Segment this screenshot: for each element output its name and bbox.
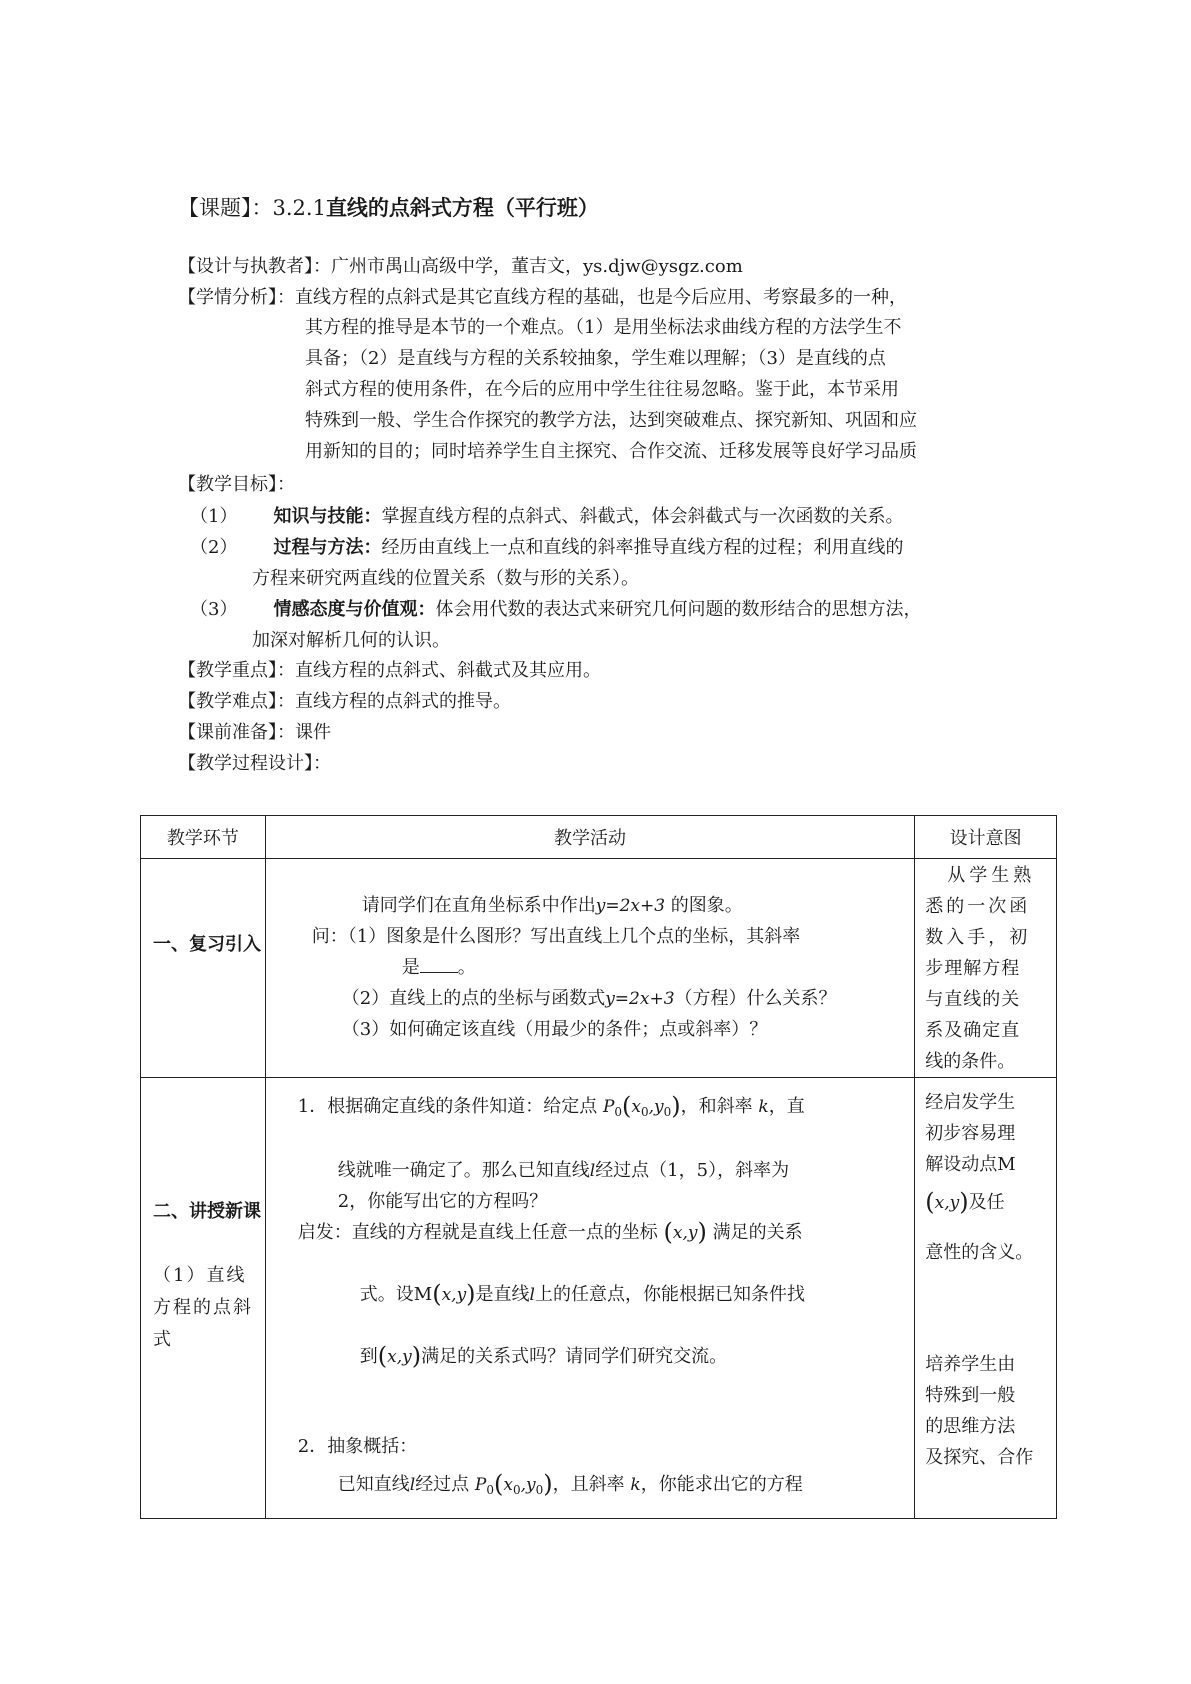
activity-line: （2）直线上的点的坐标与函数式y=2x+3（方程）什么关系？ — [341, 988, 837, 1009]
objective-2: （2） 过程与方法：经历由直线上一点和直线的斜率推导直线方程的过程；利用直线的 — [190, 537, 904, 558]
difficulty-line: 【教学难点】：直线方程的点斜式的推导。 — [178, 691, 511, 712]
objectives-label: 【教学目标】： — [178, 474, 295, 495]
analysis-first-line: 【学情分析】：直线方程的点斜式是其它直线方程的基础，也是今后应用、考察最多的一种， — [178, 287, 907, 308]
activity-line: 式。设M(x,y)是直线l上的任意点，你能根据已知条件找 — [359, 1280, 805, 1308]
activity-line: 已知直线l经过点 $P_0(x_0,y_0)$，且斜率 k，你能求出它的方程 — [337, 1470, 803, 1498]
key-points-line: 【教学重点】：直线方程的点斜式、斜截式及其应用。 — [178, 660, 601, 681]
stage-cell — [141, 859, 266, 1078]
intent-cell: 经启发学生 初步容易理 解设动点M (x,y)及任 意性的含义。 培养学生由 特殊到一般 的思维方法 及探究、合作 — [915, 1078, 1057, 1519]
activity-line: 问：（1）图象是什么图形？写出直线上几个点的坐标，其斜率 — [311, 926, 801, 947]
header-stage: 教学环节 — [141, 816, 266, 859]
process-label: 【教学过程设计】： — [178, 753, 331, 774]
activity-line: 请同学们在直角坐标系中作出y=2x+3 的图象。 — [361, 895, 743, 916]
teaching-process-table — [140, 815, 1057, 1519]
title-number: 3.2.1 — [272, 196, 326, 220]
stage-review: 一、复习引入 — [153, 934, 261, 955]
title-name: 直线的点斜式方程（平行班） — [325, 195, 599, 220]
preparation-line: 【课前准备】：课件 — [178, 722, 331, 743]
analysis-paragraph: 其方程的推导是本节的一个难点。（1）是用坐标法求曲线方程的方法学生不 具备；（2）是直线与方程的关系较抽象，学生难以理解；（3）是直线的点 斜式方程的使用条件，在今后的应用中学生往往易忽略。鉴于此，本节采用 特殊到一般、学生合作探究的教学方法，达到突破难点、探究新知、巩固和应 用新知的目的；同时培养学生自主探究、合作交流、迁移发展等良好学习品质 — [305, 317, 917, 462]
activity-line: 启发：直线的方程就是直线上任意一点的坐标 (x,y) 满足的关系 — [297, 1218, 803, 1246]
table-row — [141, 1078, 1057, 1519]
lesson-title: 【课题】：3.2.1直线的点斜式方程（平行班） — [178, 195, 599, 220]
activity-line: 2．抽象概括： — [297, 1436, 418, 1457]
table-header-row — [141, 816, 1057, 859]
activity-cell — [265, 859, 915, 1078]
activity-line: 线就唯一确定了。那么已知直线l经过点（1，5），斜率为 — [337, 1160, 790, 1181]
header-intent: 设计意图 — [915, 816, 1057, 859]
activity-line: 2，你能写出它的方程吗？ — [337, 1191, 548, 1212]
designer-line — [178, 252, 743, 282]
header-activity: 教学活动 — [265, 816, 915, 859]
activity-line: 到(x,y)满足的关系式吗？请同学们研究交流。 — [359, 1342, 728, 1370]
intent-cell: 从学生熟 悉的一次函 数入手，初 步理解方程 与直线的关 系及确定直 线的条件。 — [915, 859, 1057, 1078]
answer-blank[interactable] — [420, 958, 458, 973]
objective-1: （1） 知识与技能：掌握直线方程的点斜式、斜截式，体会斜截式与一次函数的关系。 — [190, 506, 904, 527]
objective-3-cont: 加深对解析几何的认识。 — [252, 630, 450, 651]
activity-line: 1．根据确定直线的条件知道：给定点 $P_0(x_0,y_0)$，和斜率 k，直 — [297, 1092, 805, 1120]
title-label: 【课题】 — [178, 196, 252, 220]
objective-2-cont: 方程来研究两直线的位置关系（数与形的关系）。 — [252, 568, 639, 589]
analysis-label: 【学情分析】 — [178, 287, 277, 308]
designer-label: 【设计与执教者】 — [178, 256, 313, 277]
table-row — [141, 859, 1057, 1078]
activity-line: （3）如何确定该直线（用最少的条件；点或斜率）？ — [341, 1019, 768, 1040]
stage-point-slope: （1）直线方程的点斜式 — [153, 1265, 253, 1350]
stage-new-lesson: 二、讲授新课 — [153, 1201, 261, 1222]
designer-value: ：广州市禺山高级中学，董吉文，ys.djw@ysgz.com — [313, 256, 743, 277]
activity-line: 是 。 — [401, 957, 476, 978]
objective-3: （3） 情感态度与价值观：体会用代数的表达式来研究几何问题的数形结合的思想方法， — [190, 599, 922, 620]
stage-cell — [141, 1078, 266, 1519]
point-p0: $P_0(x_0,y_0)$ — [602, 1092, 681, 1120]
activity-cell — [265, 1078, 915, 1519]
